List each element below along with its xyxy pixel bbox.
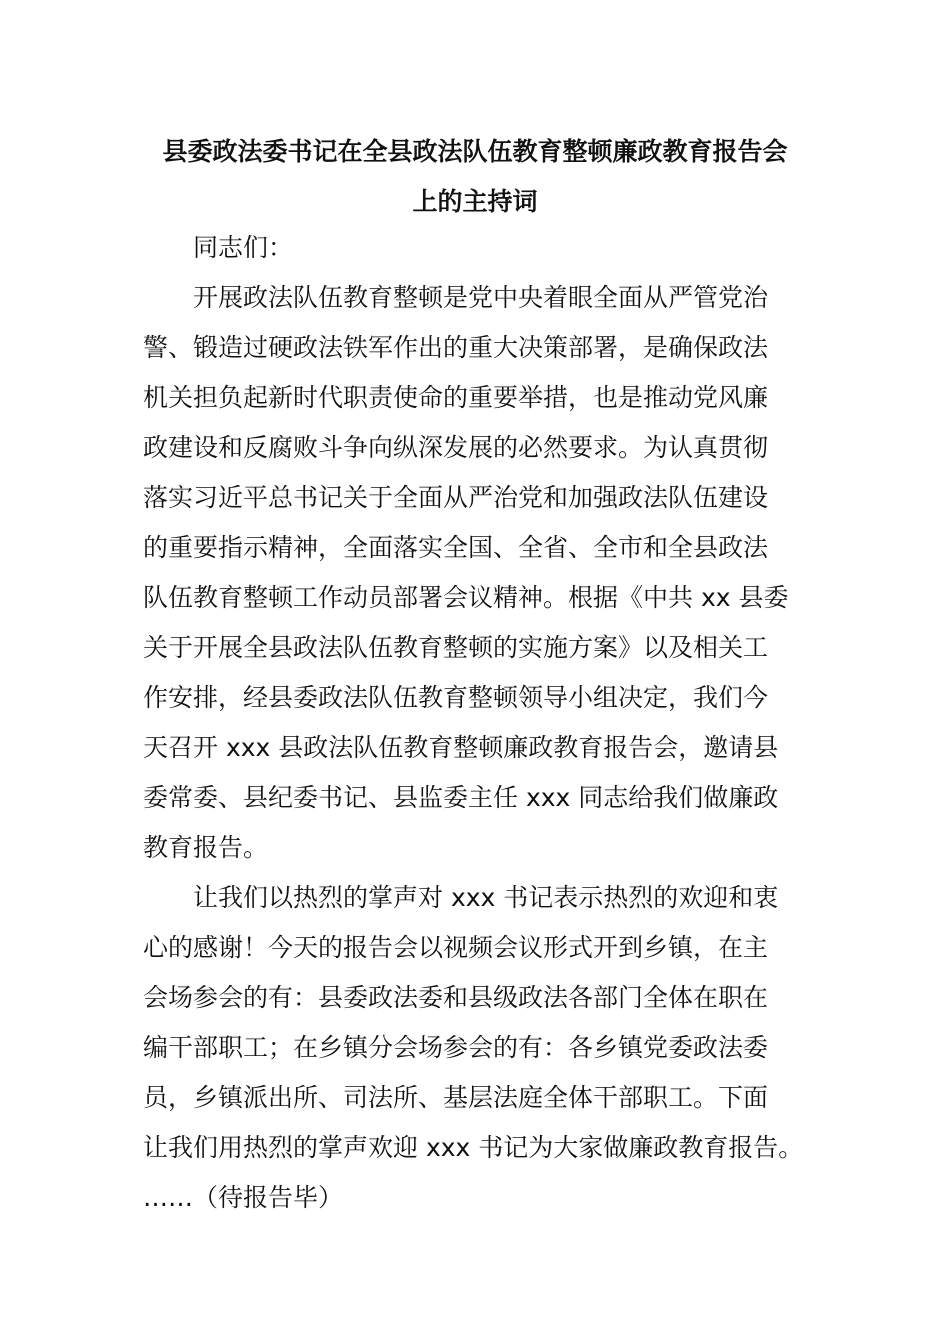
document-title-line-2: 上的主持词 xyxy=(412,187,538,216)
paragraph-2-line: 让我们用热烈的掌声欢迎 xxx 书记为大家做廉政教育报告。 xyxy=(143,1133,804,1162)
salutation: 同志们： xyxy=(193,233,294,262)
paragraph-1-line: 落实习近平总书记关于全面从严治党和加强政法队伍建设 xyxy=(143,483,769,512)
paragraph-1-line: 的重要指示精神，全面落实全国、全省、全市和全县政法 xyxy=(143,533,769,562)
paragraph-2-line: ……（待报告毕） xyxy=(143,1183,344,1212)
paragraph-1-line: 警、锻造过硬政法铁军作出的重大决策部署，是确保政法 xyxy=(143,333,769,362)
paragraph-1-line: 天召开 xxx 县政法队伍教育整顿廉政教育报告会，邀请县 xyxy=(143,733,779,762)
paragraph-1-line: 委常委、县纪委书记、县监委主任 xxx 同志给我们做廉政 xyxy=(143,783,779,812)
paragraph-2-line: 编干部职工；在乡镇分会场参会的有：各乡镇党委政法委 xyxy=(143,1033,769,1062)
paragraph-1-line: 教育报告。 xyxy=(143,833,269,862)
paragraph-2-line: 心的感谢！今天的报告会以视频会议形式开到乡镇，在主 xyxy=(143,933,769,962)
paragraph-1-line: 作安排，经县委政法队伍教育整顿领导小组决定，我们今 xyxy=(143,683,769,712)
paragraph-1-line: 开展政法队伍教育整顿是党中央着眼全面从严管党治 xyxy=(193,283,769,312)
paragraph-1-line: 队伍教育整顿工作动员部署会议精神。根据《中共 xx 县委 xyxy=(143,583,789,612)
paragraph-1-line: 机关担负起新时代职责使命的重要举措，也是推动党风廉 xyxy=(143,383,769,412)
paragraph-1-line: 关于开展全县政法队伍教育整顿的实施方案》以及相关工 xyxy=(143,633,769,662)
paragraph-1-line: 政建设和反腐败斗争向纵深发展的必然要求。为认真贯彻 xyxy=(143,433,769,462)
document-title-line-1: 县委政法委书记在全县政法队伍教育整顿廉政教育报告会 xyxy=(162,137,788,166)
paragraph-2-line: 会场参会的有：县委政法委和县级政法各部门全体在职在 xyxy=(143,983,769,1012)
paragraph-2-line: 员，乡镇派出所、司法所、基层法庭全体干部职工。下面 xyxy=(143,1083,769,1112)
paragraph-2-line: 让我们以热烈的掌声对 xxx 书记表示热烈的欢迎和衷 xyxy=(193,883,779,912)
